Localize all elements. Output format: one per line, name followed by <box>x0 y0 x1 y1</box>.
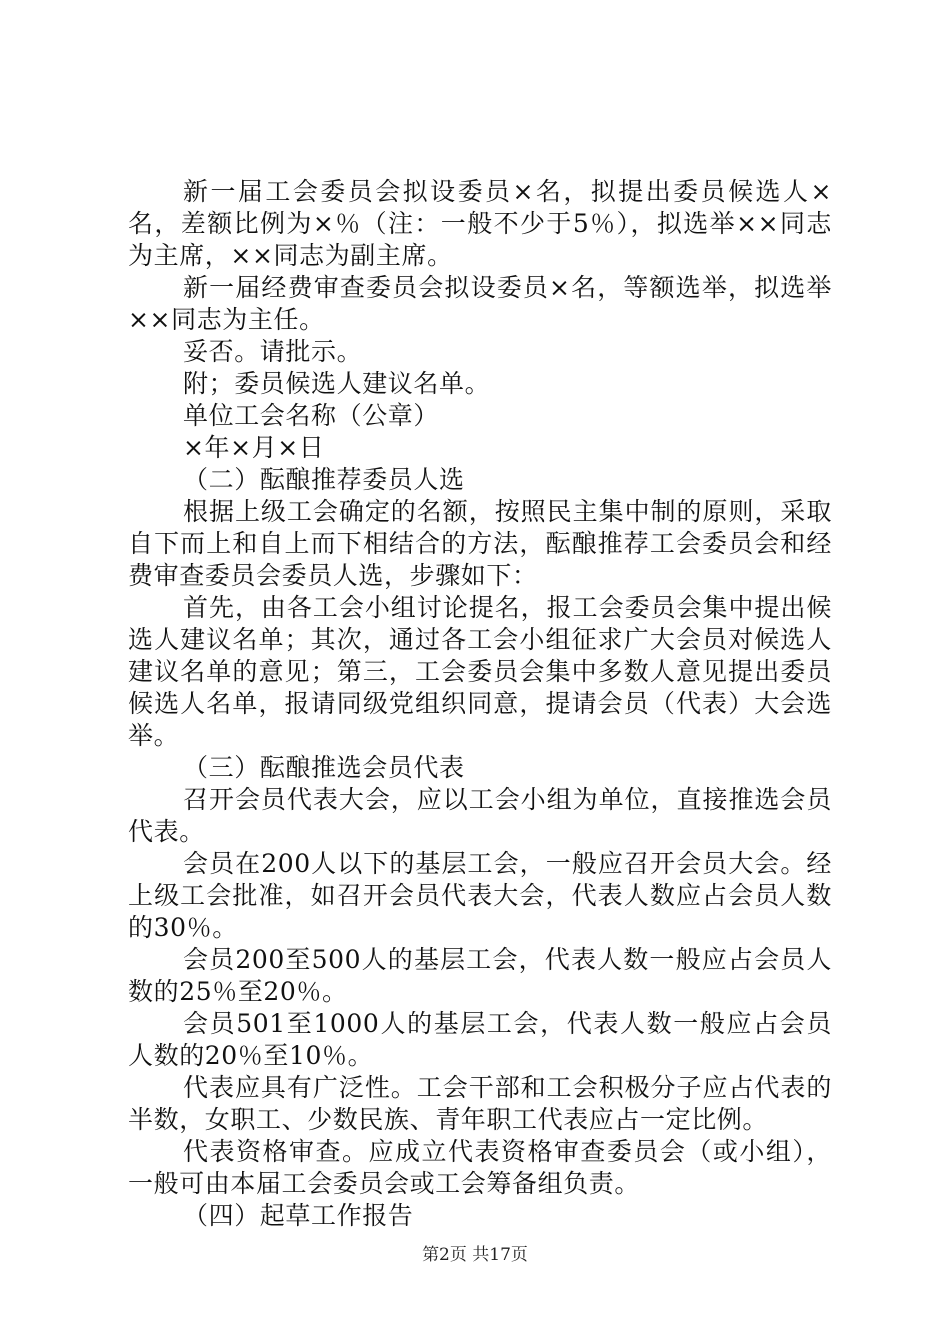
paragraph-200-to-500: 会员200至500人的基层工会，代表人数一般应占会员人数的25％至20％。 <box>128 945 832 1006</box>
paragraph-qualification-review: 代表资格审查。应成立代表资格审查委员会（或小组），一般可由本届工会委员会或工会筹备组负责。 <box>128 1137 832 1198</box>
paragraph-attachment: 附；委员候选人建议名单。 <box>183 369 491 398</box>
paragraph-recommend-steps: 首先，由各工会小组讨论提名，报工会委员会集中提出候选人建议名单；其次，通过各工会小组征求广大会员对候选人建议名单的意见；第三，工会委员会集中多数人意见提出委员候选人名单，报请同级党组织同意，提请会员（代表）大会选举。 <box>128 593 832 750</box>
paragraph-request-approval: 妥否。请批示。 <box>183 337 363 366</box>
paragraph-representatives-meeting: 召开会员代表大会，应以工会小组为单位，直接推选会员代表。 <box>128 785 832 846</box>
paragraph-under-200: 会员在200人以下的基层工会，一般应召开会员大会。经上级工会批准，如召开会员代表大会，代表人数应占会员人数的30％。 <box>128 849 832 942</box>
paragraph-representativeness: 代表应具有广泛性。工会干部和工会积极分子应占代表的半数，女职工、少数民族、青年职工代表应占一定比例。 <box>128 1073 832 1134</box>
paragraph-501-to-1000: 会员501至1000人的基层工会，代表人数一般应占会员人数的20％至10％。 <box>128 1009 832 1070</box>
paragraph-recommend-method: 根据上级工会确定的名额，按照民主集中制的原则，采取自下而上和自上而下相结合的方法，酝酿推荐工会委员会和经费审查委员会委员人选，步骤如下： <box>128 497 832 590</box>
paragraph-date: ×年×月×日 <box>183 433 325 462</box>
paragraph-union-name-seal: 单位工会名称（公章） <box>183 401 440 430</box>
section-heading-4: （四）起草工作报告 <box>183 1201 414 1230</box>
page-number-footer: 第2页 共17页 <box>422 1245 528 1265</box>
section-heading-3: （三）酝酿推选会员代表 <box>183 753 465 782</box>
paragraph-audit-committee: 新一届经费审查委员会拟设委员×名，等额选举，拟选举××同志为主任。 <box>128 273 832 334</box>
paragraph-committee-members: 新一届工会委员会拟设委员×名，拟提出委员候选人×名，差额比例为×％（注：一般不少于5％），拟选举××同志为主席，××同志为副主席。 <box>128 177 832 270</box>
document-body <box>128 176 832 1232</box>
section-heading-2: （二）酝酿推荐委员人选 <box>183 465 465 494</box>
